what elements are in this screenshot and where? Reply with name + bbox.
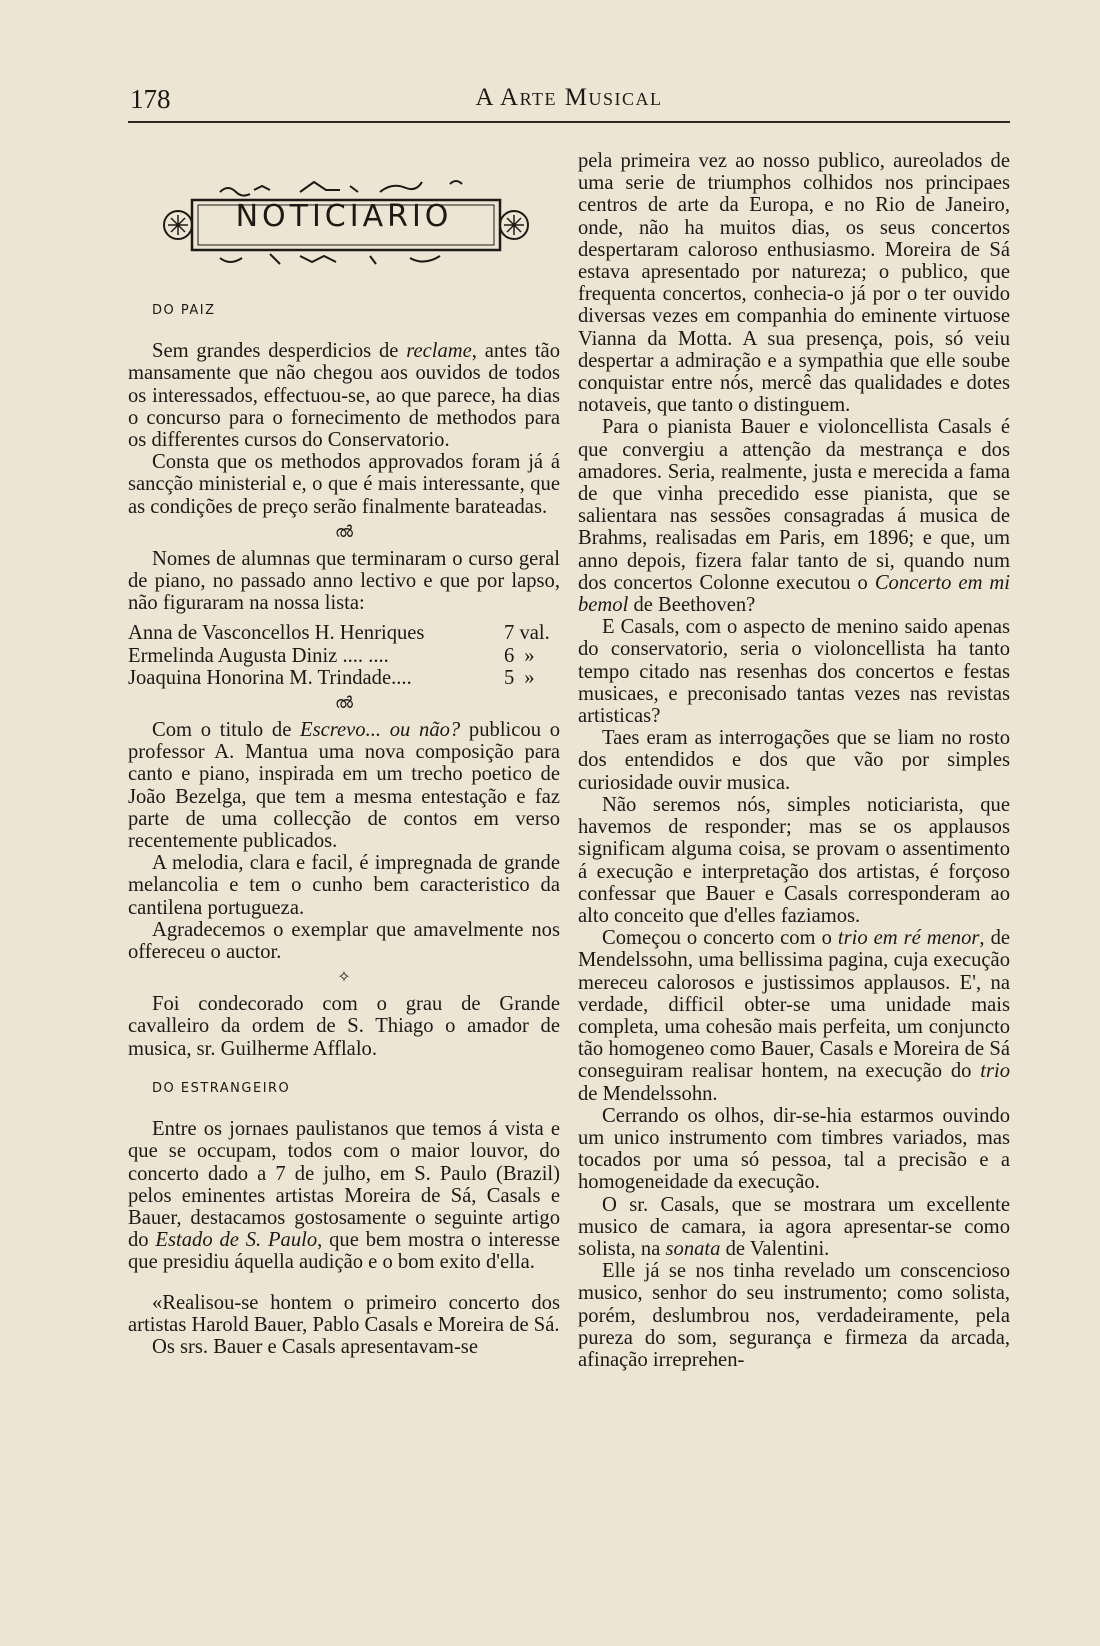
paragraph-methodos: Consta que os methodos approvados foram já á sancção ministerial e, o que é mais interessante, que as condições de preço serão finalmente barateadas. <box>128 451 560 518</box>
paragraph-solista: O sr. Casals, que se mostrara um excellente musico de camara, ia agora apresentar-se como solista, na sonata de Valentini. <box>578 1193 1010 1260</box>
paragraph-cerrando: Cerrando os olhos, dir-se-hia estarmos ouvindo um unico instrumento com timbres variados, mas tocados por uma só pessoa, tal a precisão e a homogeneidade da execução. <box>578 1104 1010 1194</box>
alumnas-list <box>128 622 560 689</box>
list-item: Joaquina Honorina M. Trindade.... 5 » <box>128 666 535 689</box>
left-column <box>128 150 560 1358</box>
paragraph-casals: E Casals, com o aspecto de menino saido apenas do conservatorio, seria o violoncellista ha tanto tempo citado nas resenhas dos concertos e festas musicaes, e preconisado tantas vezes nas revistas artisticas? <box>578 616 1010 728</box>
section-ornament: ൽ <box>335 695 353 713</box>
paragraph-bauer-casals: Os srs. Bauer e Casals apresentavam-se <box>152 1335 478 1358</box>
section-ornament: ൽ <box>335 523 353 541</box>
paragraph-pianista-bauer: Para o pianista Bauer e violoncellista Casals é que convergiu a attenção da mestrança e dos amadores. Seria, realmente, justa e merecida a fama de que vinha precedido esse pianista, que se salientara nas sessões consagradas á musica de Brahms, realisadas em Paris, em 1896; e que, um anno depois, fizera falar tanto de si, quando num dos concertos Colonne executou o Concerto em mi bemol de Beethoven? <box>578 416 1011 617</box>
header-rule <box>128 121 1010 123</box>
paragraph-interrogacoes: Taes eram as interrogações que se liam no rosto dos entendidos e dos que vão por simples curiosidade ouvir musica. <box>578 727 1010 794</box>
paragraph-trio: Começou o concerto com o trio em ré menor, de Mendelssohn, uma bellissima pagina, cuja execução mereceu calorosos e justissimos applausos. E', na verdade, difficil obter-se uma unidade mais completa, uma cohesão mais perfeita, um conjuncto tão homogeneo como Bauer, Casals e Moreira de Sá conseguiram realisar hontem, na execução do trio de Mendelssohn. <box>578 927 1011 1105</box>
paragraph-agradecemos: Agradecemos o exemplar que amavelmente nos offereceu o auctor. <box>128 918 560 964</box>
paragraph-jornaes: Entre os jornaes paulistanos que temos á vista e que se occupam, todos com o maior louvor, do concerto dado a 7 de julho, em S. Paulo (Brazil) pelos eminentes artistas Moreira de Sá, Casals e Bauer, destacamos gostosamente o seguinte artigo do Estado de S. Paulo, que bem mostra o interesse que presidiu áquella audição e o bom exito d'ella. <box>128 1118 560 1274</box>
running-title: A Arte Musical <box>475 84 663 111</box>
list-item: Anna de Vasconcellos H. Henriques 7 val. <box>128 622 550 645</box>
paragraph-melodia: A melodia, clara e facil, é impregnada de grande melancolia e tem o cunho bem caracteristico da cantilena portugueza. <box>128 852 560 919</box>
right-column <box>578 150 1010 1371</box>
list-item: Ermelinda Augusta Diniz .... .... 6 » <box>128 644 535 667</box>
page-header <box>128 78 1010 118</box>
section-ornament: ✧ <box>337 969 351 987</box>
noticiario-banner <box>128 170 560 292</box>
paragraph-condecorado: Foi condecorado com o grau de Grande cavalleiro da ordem de S. Thiago o amador de musica, sr. Guilherme Afflalo. <box>128 993 560 1060</box>
paragraph-escrevo: Com o titulo de Escrevo... ou não? publicou o professor A. Mantua uma nova composição para canto e piano, inspirada em um trecho poetico de João Bezelga, que tem a mesma entestação e faz parte de uma collecção de contos em verso recentemente publicados. <box>128 719 560 853</box>
banner-title: NOTICIARIO <box>235 199 453 234</box>
page-number: 178 <box>130 84 171 114</box>
paragraph-realisou: «Realisou-se hontem o primeiro concerto dos artistas Harold Bauer, Pablo Casals e Moreira de Sá. <box>128 1291 560 1336</box>
paragraph-noticiarista: Não seremos nós, simples noticiarista, que havemos de responder; mas se os applausos significam alguma coisa, se provam o assentimento á execução e interpretação dos artistas, é forçoso confessar que Bauer e Casals corresponderam ao alto conceito que d'elles faziamos. <box>578 793 1010 927</box>
paragraph-conscencioso: Elle já se nos tinha revelado um conscencioso musico, senhor do seu instrumento; como solista, porém, deslumbrou nos, verdadeiramente, pela pureza do som, segurança e firmeza da arcada, afinação irreprehen- <box>578 1260 1010 1371</box>
paragraph-concurso: Sem grandes desperdicios de reclame, antes tão mansamente que não chegou aos ouvidos de todos os interessados, effectuou-se, ao que parece, ha dias o concurso para o fornecimento de methodos para os differentes cursos do Conservatorio. <box>128 340 560 452</box>
heading-do-estrangeiro: DO ESTRANGEIRO <box>152 1080 291 1096</box>
heading-do-paiz: DO PAIZ <box>152 303 216 318</box>
paragraph-alumnas: Nomes de alumnas que terminaram o curso geral de piano, no passado anno lectivo e que por lapso, não figuraram na nossa lista: <box>128 547 560 615</box>
paragraph-primeira-vez: pela primeira vez ao nosso publico, aureolados de uma serie de triumphos colhidos nos principaes centros de arte da Europa, e no Rio de Janeiro, onde, não ha muitos dias, os seus concertos despertaram caloroso enthusiasmo. Moreira de Sá estava apresentado por natureza; o publico, que frequenta concertos, conhecia-o já por o ter ouvido diversas vezes em companhia do eminente virtuose Vianna da Motta. A sua presença, pois, só veiu despertar a admiração e a sympathia que elle soube conquistar entre nós, mercê das qualidades e dotes notaveis, que tanto o distinguem. <box>578 150 1010 417</box>
